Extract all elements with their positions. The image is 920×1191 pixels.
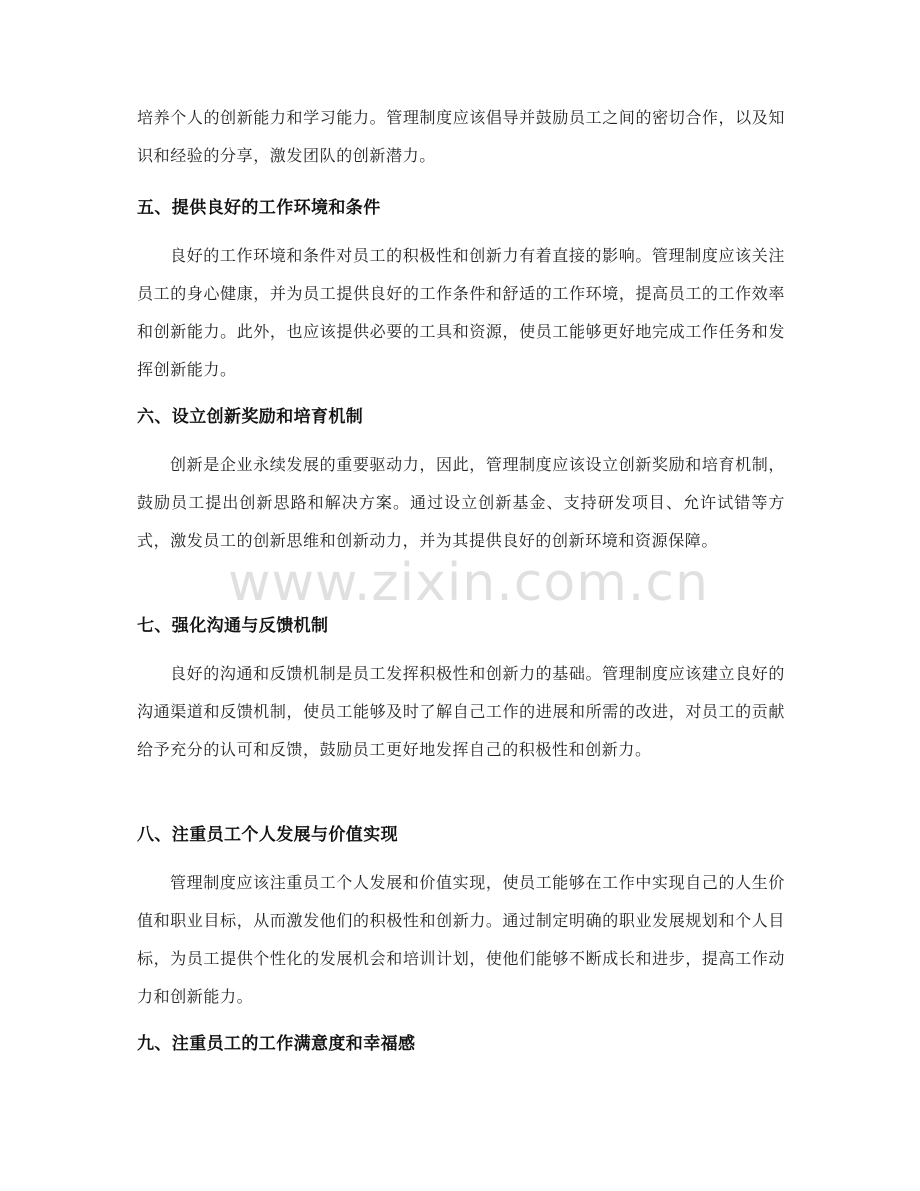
heading-section-8: 八、注重员工个人发展与价值实现 bbox=[137, 825, 398, 845]
watermark: www.zixin.com.cn bbox=[228, 553, 709, 613]
paragraph-section-8: 管理制度应该注重员工个人发展和价值实现，使员工能够在工作中实现自己的人生价值和职业目标，从而激发他们的积极性和创新力。通过制定明确的职业发展规划和个人目标，为员工提供个性化的发展机会和培训计划，使他们能够不断成长和进步，提高工作动力和创新能力。 bbox=[137, 873, 785, 1006]
paragraph-section-7: 良好的沟通和反馈机制是员工发挥积极性和创新力的基础。管理制度应该建立良好的沟通渠道和反馈机制，使员工能够及时了解自己工作的进展和所需的改进，对员工的贡献给予充分的认可和反馈，鼓励员工更好地发挥自己的积极性和创新力。 bbox=[137, 664, 785, 759]
paragraph-section-6: 创新是企业永续发展的重要驱动力，因此，管理制度应该设立创新奖励和培育机制，鼓励员工提出创新思路和解决方案。通过设立创新基金、支持研发项目、允许试错等方式，激发员工的创新思维和创新动力，并为其提供良好的创新环境和资源保障。 bbox=[137, 455, 785, 550]
heading-section-9: 九、注重员工的工作满意度和幸福感 bbox=[137, 1034, 416, 1054]
heading-section-7: 七、强化沟通与反馈机制 bbox=[137, 616, 329, 636]
heading-section-5: 五、提供良好的工作环境和条件 bbox=[137, 198, 381, 218]
paragraph-intro: 培养个人的创新能力和学习能力。管理制度应该倡导并鼓励员工之间的密切合作，以及知识和经验的分享，激发团队的创新潜力。 bbox=[137, 108, 785, 165]
paragraph-section-5: 良好的工作环境和条件对员工的积极性和创新力有着直接的影响。管理制度应该关注员工的身心健康，并为员工提供良好的工作条件和舒适的工作环境，提高员工的工作效率和创新能力。此外，也应该提供必要的工具和资源，使员工能够更好地完成工作任务和发挥创新能力。 bbox=[137, 246, 785, 379]
heading-section-6: 六、设立创新奖励和培育机制 bbox=[137, 407, 364, 427]
